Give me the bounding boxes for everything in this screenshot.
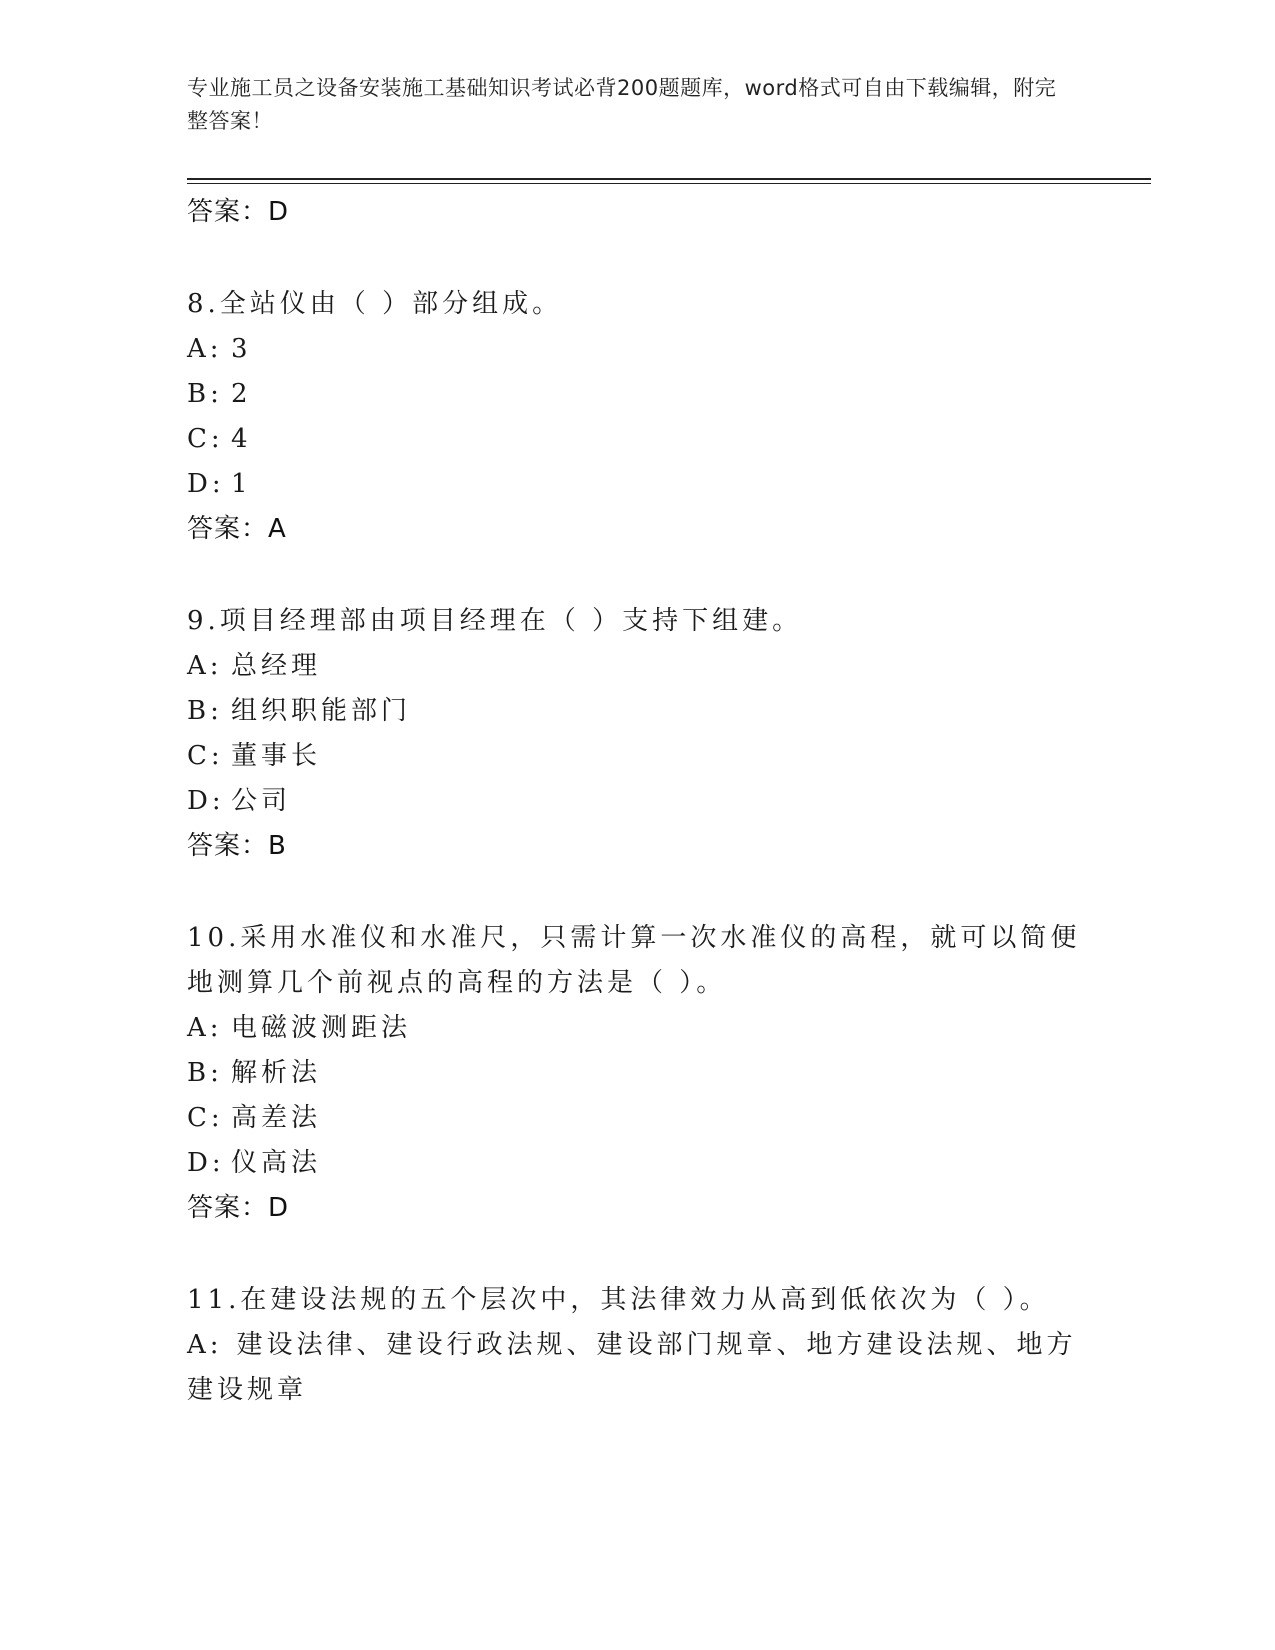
question-text: 8.全站仪由（ ）部分组成。 (187, 289, 563, 319)
option-a (187, 327, 1087, 372)
option-letter: A: (187, 1013, 223, 1043)
option-letter: A: (187, 1330, 223, 1360)
option-letter: C: (187, 741, 224, 771)
option-letter: B: (187, 1058, 223, 1088)
option-text: 组织职能部门 (231, 696, 412, 726)
option-letter: D: (187, 469, 225, 499)
option-text: 董事长 (231, 741, 322, 771)
page-header: 专业施工员之设备安装施工基础知识考试必背200题题库，word格式可自由下载编辑，附完整答案！ (187, 76, 1057, 133)
question-block (187, 599, 1087, 869)
option-d (187, 1141, 1087, 1186)
option-text: 总经理 (231, 651, 322, 681)
option-letter: D: (187, 786, 225, 816)
option-c (187, 734, 1087, 779)
answer-line: 答案：D (187, 1193, 290, 1223)
option-b (187, 689, 1087, 734)
option-b (187, 372, 1087, 417)
option-a (187, 1006, 1087, 1051)
question-text: 9.项目经理部由项目经理在（ ）支持下组建。 (187, 606, 803, 636)
option-text: 仪高法 (231, 1148, 322, 1178)
option-text: 建设法律、建设行政法规、建设部门规章、地方建设法规、地方建设规章 (187, 1330, 1077, 1405)
option-d (187, 462, 1087, 507)
document-body (187, 190, 1087, 1413)
option-letter: B: (187, 379, 223, 409)
option-a (187, 1323, 1087, 1413)
option-a (187, 644, 1087, 689)
option-letter: C: (187, 424, 224, 454)
option-c (187, 1096, 1087, 1141)
answer-line: 答案：A (187, 514, 287, 544)
spacer (187, 552, 1087, 599)
option-text: 电磁波测距法 (231, 1013, 412, 1043)
option-text: 1 (231, 469, 252, 499)
option-letter: A: (187, 651, 223, 681)
option-text: 4 (231, 424, 252, 454)
option-letter: C: (187, 1103, 224, 1133)
spacer (187, 235, 1087, 282)
option-text: 公司 (231, 786, 292, 816)
header-rule (187, 178, 1151, 184)
option-d (187, 779, 1087, 824)
spacer (187, 1231, 1087, 1278)
answer-line: 答案：D (187, 197, 290, 227)
option-text: 解析法 (231, 1058, 322, 1088)
option-c (187, 417, 1087, 462)
spacer (187, 869, 1087, 916)
question-block (187, 1278, 1087, 1413)
option-text: 2 (231, 379, 252, 409)
option-letter: A: (187, 334, 223, 364)
option-letter: D: (187, 1148, 225, 1178)
question-block (187, 282, 1087, 552)
option-letter: B: (187, 696, 223, 726)
option-text: 高差法 (231, 1103, 322, 1133)
option-text: 3 (231, 334, 252, 364)
question-text: 10.采用水准仪和水准尺，只需计算一次水准仪的高程，就可以简便地测算几个前视点的高程的方法是（ ）。 (187, 923, 1081, 998)
question-block (187, 916, 1087, 1231)
option-b (187, 1051, 1087, 1096)
question-text: 11.在建设法规的五个层次中，其法律效力从高到低依次为（ ）。 (187, 1285, 1050, 1315)
answer-line: 答案：B (187, 831, 287, 861)
